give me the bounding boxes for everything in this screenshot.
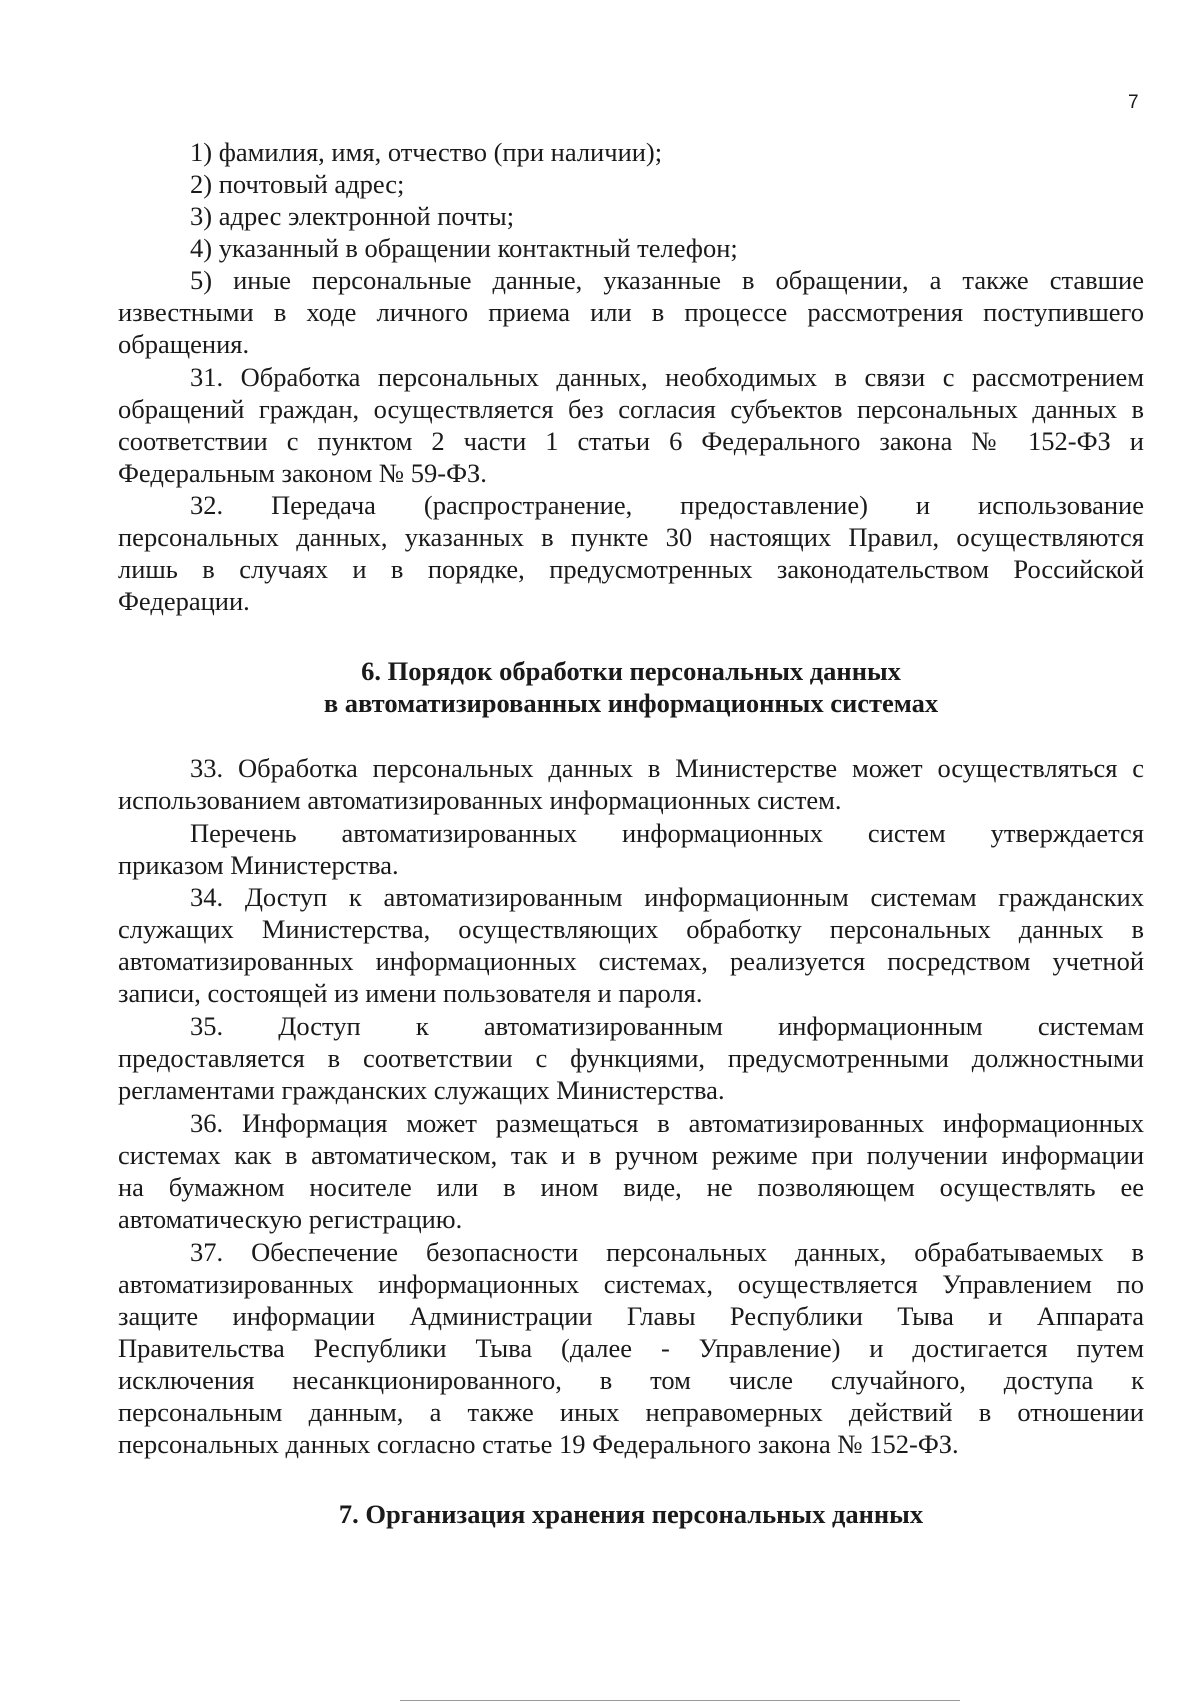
section-7-heading: 7. Организация хранения персональных данных bbox=[338, 1499, 924, 1529]
paragraph-36-line: на бумажном носителе или в ином виде, не позволяющем осуществлять ее bbox=[118, 1172, 1144, 1202]
paragraph-32-line: 32. Передача (распространение, предоставление) и использование bbox=[190, 490, 1144, 520]
paragraph-34-line: записи, состоящей из имени пользователя и пароля. bbox=[118, 978, 703, 1008]
paragraph-32-line: лишь в случаях и в порядке, предусмотренных законодательством Российской bbox=[118, 554, 1144, 584]
paragraph-34-line: автоматизированных информационных системах, реализуется посредством учетной bbox=[118, 946, 1144, 976]
paragraph-37-line: Правительства Республики Тыва (далее - Управление) и достигается путем bbox=[118, 1333, 1144, 1363]
paragraph-37-line: персональных данных согласно статье 19 Федерального закона № 152-ФЗ. bbox=[118, 1429, 959, 1459]
paragraph-37-line: персональным данным, а также иных неправомерных действий в отношении bbox=[118, 1397, 1144, 1427]
list-item-5-line: 5) иные персональные данные, указанные в обращении, а также ставшие bbox=[190, 265, 1144, 295]
list-item-1: 1) фамилия, имя, отчество (при наличии); bbox=[190, 137, 663, 167]
paragraph-35-line: 35. Доступ к автоматизированным информационным системам bbox=[190, 1011, 1144, 1041]
paragraph-33-line: 33. Обработка персональных данных в Министерстве может осуществляться с bbox=[190, 753, 1144, 783]
paragraph-31-line: соответствии с пунктом 2 части 1 статьи 6 Федерального закона № 152-ФЗ и bbox=[118, 426, 1144, 456]
paragraph-37-line: автоматизированных информационных системах, осуществляется Управлением по bbox=[118, 1269, 1144, 1299]
paragraph-33-line: Перечень автоматизированных информационных систем утверждается bbox=[190, 818, 1144, 848]
paragraph-35-line: регламентами гражданских служащих Министерства. bbox=[118, 1075, 725, 1105]
paragraph-37-line: исключения несанкционированного, в том числе случайного, доступа к bbox=[118, 1365, 1144, 1395]
paragraph-36-line: 36. Информация может размещаться в автоматизированных информационных bbox=[190, 1108, 1144, 1138]
section-6-heading: 6. Порядок обработки персональных данных bbox=[361, 656, 901, 686]
list-item-4: 4) указанный в обращении контактный телефон; bbox=[190, 233, 738, 263]
paragraph-33-line: приказом Министерства. bbox=[118, 850, 399, 880]
paragraph-32-line: персональных данных, указанных в пункте 30 настоящих Правил, осуществляются bbox=[118, 522, 1144, 552]
paragraph-34-line: 34. Доступ к автоматизированным информационным системам гражданских bbox=[190, 882, 1144, 912]
page-number: 7 bbox=[1128, 92, 1139, 113]
list-item-2: 2) почтовый адрес; bbox=[190, 169, 405, 199]
paragraph-34-line: служащих Министерства, осуществляющих обработку персональных данных в bbox=[118, 914, 1144, 944]
paragraph-37-line: 37. Обеспечение безопасности персональных данных, обрабатываемых в bbox=[190, 1237, 1144, 1267]
scan-edge-line bbox=[400, 1700, 960, 1701]
paragraph-32-line: Федерации. bbox=[118, 586, 250, 616]
paragraph-31-line: обращений граждан, осуществляется без согласия субъектов персональных данных в bbox=[118, 394, 1144, 424]
paragraph-36-line: системах как в автоматическом, так и в ручном режиме при получении информации bbox=[118, 1140, 1144, 1170]
list-item-3: 3) адрес электронной почты; bbox=[190, 201, 515, 231]
paragraph-31-line: Федеральным законом № 59-ФЗ. bbox=[118, 458, 487, 488]
list-item-5-line: известными в ходе личного приема или в процессе рассмотрения поступившего bbox=[118, 297, 1144, 327]
paragraph-36-line: автоматическую регистрацию. bbox=[118, 1204, 463, 1234]
list-item-5-line: обращения. bbox=[118, 329, 250, 359]
section-6-heading: в автоматизированных информационных системах bbox=[323, 688, 939, 718]
paragraph-35-line: предоставляется в соответствии с функциями, предусмотренными должностными bbox=[118, 1043, 1144, 1073]
paragraph-33-line: использованием автоматизированных информационных систем. bbox=[118, 785, 842, 815]
paragraph-31-line: 31. Обработка персональных данных, необходимых в связи с рассмотрением bbox=[190, 362, 1144, 392]
paragraph-37-line: защите информации Администрации Главы Республики Тыва и Аппарата bbox=[118, 1301, 1144, 1331]
